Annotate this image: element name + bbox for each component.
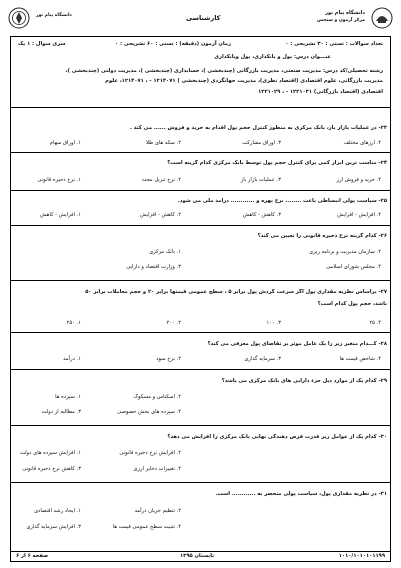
divider — [10, 332, 391, 333]
option-4: ۴. سپرده های بخش خصوصی — [117, 409, 181, 415]
question-26: ۲۶- کدام گزینه نرخ ذخیره قانونی را تعیین می کند؟ — [257, 233, 387, 239]
option-1: ۱. نرخ ذخیره قانونی — [37, 177, 81, 183]
page-title: کارشناسی — [186, 14, 221, 22]
exam-frame — [10, 36, 391, 562]
divider — [10, 152, 391, 153]
page-footer — [10, 552, 391, 562]
option-4: ۴. ۲۵ — [369, 320, 381, 326]
option-3: ۳. وزارت اقتصاد و دارایی — [126, 264, 181, 270]
exam-duration: زمان آزمون (دقیقه) : تستی : ۶۰ تشریحی : ۰ — [114, 41, 231, 47]
option-2: ۲. کاهش - افزایش — [140, 212, 181, 218]
option-4: ۴. تغییرات ذخایر ارزی — [133, 466, 181, 472]
page-number: صفحه ۶ از ۶ — [16, 553, 49, 559]
question-29: ۲۹- کدام یک از موارد ذیل جزء دارایی های بانک مرکزی می باشد؟ — [221, 378, 387, 384]
option-1: ۱. افزایش - کاهش — [40, 212, 81, 218]
option-1: ۱. افزایش سپرده های دولت — [20, 450, 81, 456]
question-count: تعداد سوالات : تستی : ۳۰ تشریحی : ۰ — [285, 41, 383, 47]
field-line-1: رشته تحصیلی/کد درس: مدیریت صنعتی، مدیریت بازرگانی (چندبخشی )، حسابداری (چندبخشی )، مدیریت دولتی (چندبخشی )، — [65, 68, 383, 74]
field-line-3: اقتصادی (اقتصاد بازرگانی) ۱۲۲۱۰۳۱ - ، ۱۲۲۱۰۲۹ — [258, 89, 383, 95]
question-31: ۳۱- در نظریه مقداری پول، سیاست پولی منحصر به ............ است. — [215, 491, 387, 497]
option-3: ۳. ۱۰۰ — [266, 320, 281, 326]
question-30: ۳۰- کدام یک از عوامل زیر قدرت قرض دهندگی نهایی بانک مرکزی را افزایش می دهد؟ — [167, 434, 387, 440]
divider — [10, 190, 391, 191]
university-line-1: دانشگاه پیام نور — [36, 13, 72, 18]
option-4: ۴. شاخص قیمت ها — [339, 356, 381, 362]
option-3: ۳. عملیات بازار باز — [240, 177, 281, 183]
option-1: ۱. بانک مرکزی — [149, 249, 181, 255]
university-seal-icon — [8, 7, 30, 29]
option-1: ۱. درآمد — [63, 356, 81, 362]
option-2: ۲. اسکناس و مسکوک — [133, 394, 181, 400]
question-23: ۲۳- در عملیات بازار باز، بانک مرکزی به منظور کنترل حجم پول اقدام به خرید و فروش ...... می کند . — [129, 125, 387, 131]
question-27: ۲۷- براساس نظریه مقداری پول اگر سرعت گردش پول برابر ۵ ، سطح عمومی قیمتها برابر ۲۰ و حجم معاملات برابر ۵۰ — [85, 289, 387, 295]
option-2: ۲. تنظیم جریان درآمد — [134, 508, 181, 514]
option-2: ۲. سکه های طلا — [146, 140, 181, 146]
option-3: ۳. مطالبه از دولت — [41, 409, 81, 415]
option-2: ۲. ۲۰۰ — [166, 320, 181, 326]
exam-info — [10, 36, 391, 108]
university-seal-icon — [371, 7, 393, 29]
divider — [10, 280, 391, 281]
option-2: ۲. افزایش نرخ ذخیره قانونی — [119, 450, 181, 456]
option-1: ۱. ایجاد رشد اقتصادی — [33, 508, 81, 514]
option-3: ۳. کاهش - کاهش — [242, 212, 281, 218]
course-title: عنـــوان درس: پول و بانکداری، پول وبانکداری — [214, 54, 331, 60]
option-1: ۱. ۲۵۰ — [66, 320, 81, 326]
divider — [10, 425, 391, 426]
question-series: سری سوال : ۱ یک — [18, 41, 66, 47]
option-3: ۳. کاهش نرخ ذخیره قانونی — [22, 466, 81, 472]
option-3: ۳. اوراق مشارکت — [242, 140, 281, 146]
question-24: ۲۴- مناسب ترین ابزار کمی برای کنترل حجم پول توسط بانک مرکزی کدام گزینه است؟ — [167, 160, 387, 166]
option-3: ۳. افزایش سرمایه گذاری — [26, 524, 81, 530]
university-line-2: مرکز آزمون و سنجش — [317, 18, 365, 23]
option-2: ۲. نرخ سود — [156, 356, 181, 362]
option-1: ۱. سپرده ها — [55, 394, 81, 400]
exam-term: تابستان ۱۳۹۵ — [180, 553, 215, 559]
option-4: ۴. ارزهای مختلف — [343, 140, 381, 146]
option-4: ۴. مجلس شورای اسلامی — [326, 264, 381, 270]
question-27-cont: باشد، حجم پول کدام است؟ — [317, 301, 387, 307]
option-1: ۱. اوراق سهام — [49, 140, 81, 146]
field-line-2: مدیریت بازرگانی، علوم اقتصادی (اقتصاد نظری)، مدیریت جهانگردی (چندبخشی ) ۱۲۱۴۰۷۱ - ، ۱۲۱۴۰۷۱، علوم — [105, 78, 383, 84]
option-2: ۲. سازمان مدیریت و برنامه ریزی — [309, 249, 381, 255]
divider — [10, 369, 391, 370]
option-2: ۲. نرخ تنزیل مجدد — [141, 177, 181, 183]
university-line-1-right: دانشگاه پیام نور — [325, 10, 365, 16]
exam-code: ۱۰۱۰/۱۰۱۰۱۰۱۱۹۹ — [338, 553, 385, 559]
question-25: ۲۵- سیاست پولی انبساطی باعث ........ نرخ بهره و ............ درآمد ملی می شود. — [177, 198, 387, 204]
divider — [10, 225, 391, 226]
option-4: ۴. افزایش - افزایش — [337, 212, 381, 218]
option-4: ۴. خرید و فروش ارز — [336, 177, 381, 183]
option-4: ۴. تثبیت سطح عمومی قیمت ها — [112, 524, 181, 530]
option-3: ۳. سرمایه گذاری — [244, 356, 281, 362]
question-28: ۲۸- کـــدام متغیر زیر را یک عامل موثر بر تقاضای پول معرفی می کند؟ — [207, 341, 387, 347]
divider — [10, 482, 391, 483]
exam-header — [6, 7, 395, 32]
